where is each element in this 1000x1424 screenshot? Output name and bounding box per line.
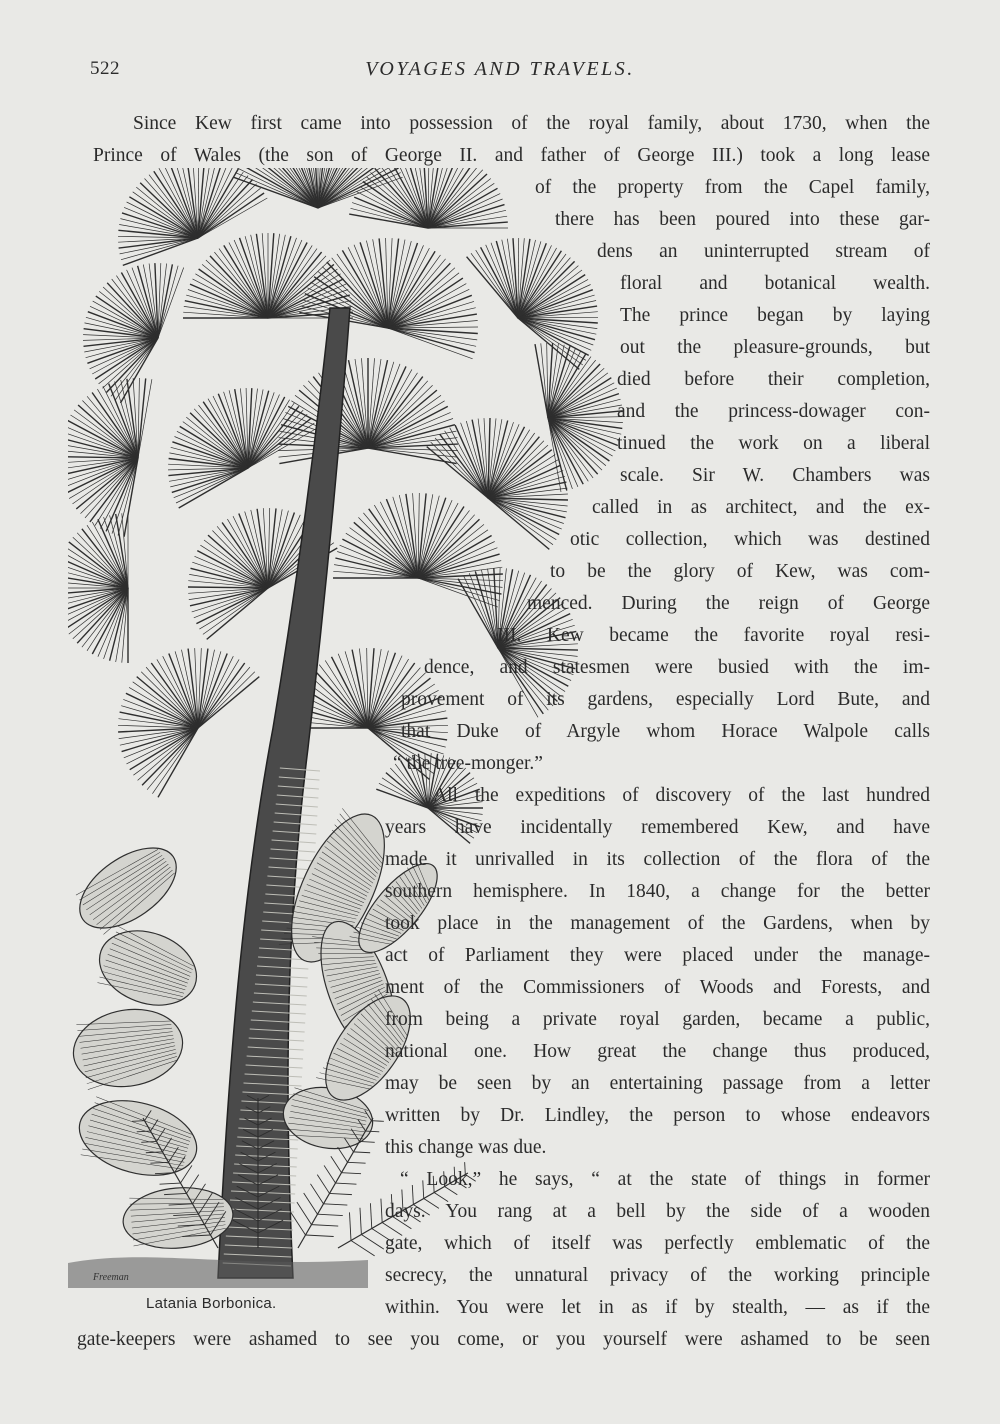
- text-line: took place in the management of the Gardens, when by: [385, 913, 930, 934]
- text-line: gate, which of itself was perfectly emblematic of the: [385, 1233, 930, 1254]
- text-line: The prince began by laying: [620, 305, 930, 326]
- text-line: died before their completion,: [617, 369, 930, 390]
- text-line: out the pleasure-grounds, but: [620, 337, 930, 358]
- text-line: otic collection, which was destined: [570, 529, 930, 550]
- text-line: gate-keepers were ashamed to see you come, or you yourself were ashamed to be seen: [77, 1329, 930, 1350]
- text-line: act of Parliament they were placed under the manage-: [385, 945, 930, 966]
- text-line: national one. How great the change thus produced,: [385, 1041, 930, 1062]
- understory-leaf: [71, 1089, 205, 1188]
- text-line: tinued the work on a liberal: [617, 433, 930, 454]
- text-line: dence, and statesmen were busied with the im-: [424, 657, 930, 678]
- palm-frond: [118, 648, 259, 797]
- text-line: that Duke of Argyle whom Horace Walpole calls: [401, 721, 930, 742]
- palm-frond: [168, 388, 317, 508]
- palm-frond: [68, 513, 128, 663]
- text-line: “ Look,” he says, “ at the state of things in former: [400, 1169, 930, 1190]
- palm-frond: [68, 378, 152, 537]
- text-line: written by Dr. Lindley, the person to whose endeavors: [385, 1105, 930, 1126]
- text-line: secrecy, the unnatural privacy of the working principle: [385, 1265, 930, 1286]
- understory-leaf: [68, 1001, 189, 1095]
- palm-frond: [427, 418, 568, 549]
- text-line: days. You rang at a bell by the side of a wooden: [385, 1201, 930, 1222]
- text-line: may be seen by an entertaining passage from a letter: [385, 1073, 930, 1094]
- text-line: of the property from the Capel family,: [535, 177, 930, 198]
- palm-frond: [467, 238, 598, 369]
- text-line: and the princess-dowager con-: [617, 401, 930, 422]
- text-line: there has been poured into these gar-: [555, 209, 930, 230]
- text-line: Since Kew first came into possession of the royal family, about 1730, when the: [133, 113, 930, 134]
- text-line: from being a private royal garden, became a public,: [385, 1009, 930, 1030]
- palm-frond: [183, 233, 353, 318]
- page-number: 522: [90, 58, 120, 79]
- understory-leaf: [68, 832, 190, 944]
- palm-frond: [118, 168, 267, 265]
- text-line: years have incidentally remembered Kew, and have: [385, 817, 930, 838]
- text-line: ment of the Commissioners of Woods and Forests, and: [385, 977, 930, 998]
- text-line: “ the tree-monger.”: [393, 753, 543, 774]
- palm-frond: [535, 343, 623, 492]
- text-line: provement of its gardens, especially Lord Bute, and: [401, 689, 930, 710]
- text-line: floral and botanical wealth.: [620, 273, 930, 294]
- text-line: called in as architect, and the ex-: [592, 497, 930, 518]
- figure-caption: Latania Borbonica.: [146, 1295, 277, 1312]
- text-line: this change was due.: [385, 1137, 547, 1158]
- text-line: menced. During the reign of George: [527, 593, 930, 614]
- text-line: within. You were let in as if by stealth, — as if the: [385, 1297, 930, 1318]
- running-title: VOYAGES AND TRAVELS.: [365, 58, 635, 80]
- text-line: to be the glory of Kew, was com-: [550, 561, 930, 582]
- text-line: All the expeditions of discovery of the last hundred: [433, 785, 930, 806]
- palm-frond: [333, 493, 503, 607]
- text-line: made it unrivalled in its collection of the flora of the: [385, 849, 930, 870]
- text-line: dens an uninterrupted stream of: [597, 241, 930, 262]
- engraver-signature: Freeman: [93, 1272, 129, 1283]
- text-line: Prince of Wales (the son of George II. and father of George III.) took a long lease: [93, 145, 930, 166]
- text-line: III. Kew became the favorite royal resi-: [497, 625, 930, 646]
- palm-frond: [278, 358, 458, 464]
- text-line: southern hemisphere. In 1840, a change for the better: [385, 881, 930, 902]
- text-line: scale. Sir W. Chambers was: [620, 465, 930, 486]
